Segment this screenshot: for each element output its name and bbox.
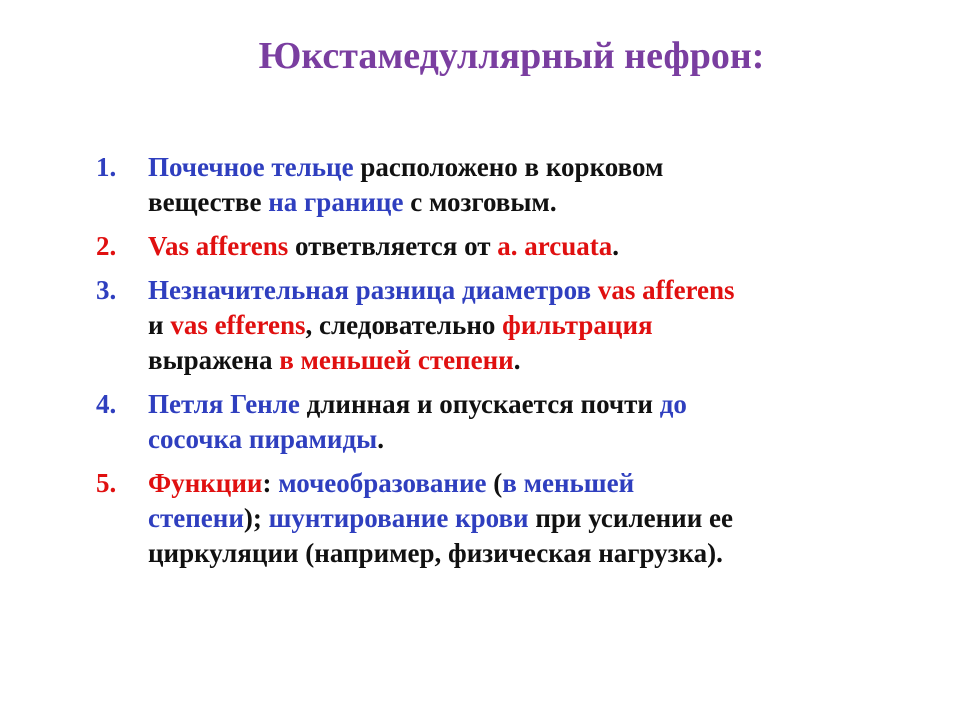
text-segment: ответвляется от: [288, 231, 498, 261]
list-item: [96, 150, 936, 220]
list-item: [96, 229, 936, 264]
list-line: [148, 536, 936, 571]
list-item: [96, 466, 936, 571]
text-segment: :: [262, 468, 279, 498]
text-segment: степени: [148, 503, 244, 533]
text-segment: при усилении ее: [528, 503, 733, 533]
text-segment: шунтирование крови: [268, 503, 529, 533]
list-line: [148, 343, 936, 378]
list-line: [148, 501, 936, 536]
text-segment: );: [243, 503, 269, 533]
text-segment: (: [486, 468, 503, 498]
list-line: [148, 229, 936, 264]
text-segment: до: [659, 389, 687, 419]
text-segment: .: [377, 424, 384, 454]
list-line: [148, 387, 936, 422]
text-segment: выражена: [148, 345, 280, 375]
text-segment: Петля Генле: [148, 389, 300, 419]
list-line: [148, 185, 936, 220]
text-segment: .: [513, 345, 521, 375]
numbered-list: [96, 150, 936, 580]
slide-title: Юкстамедуллярный нефрон:: [258, 35, 765, 77]
text-segment: , следовательно: [305, 310, 503, 340]
text-segment: Vas afferens: [148, 231, 289, 261]
text-segment: на границе: [268, 187, 404, 217]
list-line: [148, 150, 936, 185]
text-segment: vas efferens: [170, 310, 306, 340]
text-segment: Почечное тельце: [148, 152, 354, 182]
text-segment: сосочка пирамиды: [148, 424, 378, 454]
text-segment: длинная и опускается почти: [299, 389, 660, 419]
list-line: [148, 466, 936, 501]
list-line: [148, 273, 936, 308]
text-segment: Незначительная разница диаметров: [148, 275, 598, 305]
text-segment: Функции: [148, 468, 263, 498]
text-segment: и: [148, 310, 171, 340]
list-number: 1.: [96, 152, 117, 182]
text-segment: мочеобразование: [278, 468, 487, 498]
text-segment: .: [612, 231, 620, 261]
list-item: [96, 387, 936, 457]
text-segment: циркуляции (например, физическая нагрузка).: [148, 538, 723, 568]
list-number: 3.: [96, 275, 117, 305]
text-segment: a. arcuata: [497, 231, 613, 261]
text-segment: расположено в корковом: [353, 152, 664, 182]
text-segment: vas afferens: [597, 275, 735, 305]
list-number: 5.: [96, 468, 117, 498]
text-segment: в меньшей: [502, 468, 635, 498]
text-segment: веществе: [148, 187, 269, 217]
list-line: [148, 422, 936, 457]
list-line: [148, 308, 936, 343]
text-segment: с мозговым.: [403, 187, 557, 217]
text-segment: фильтрация: [502, 310, 653, 340]
list-number: 4.: [96, 389, 117, 419]
text-segment: в меньшей степени: [279, 345, 514, 375]
list-number: 2.: [96, 231, 117, 261]
list-item: [96, 273, 936, 378]
